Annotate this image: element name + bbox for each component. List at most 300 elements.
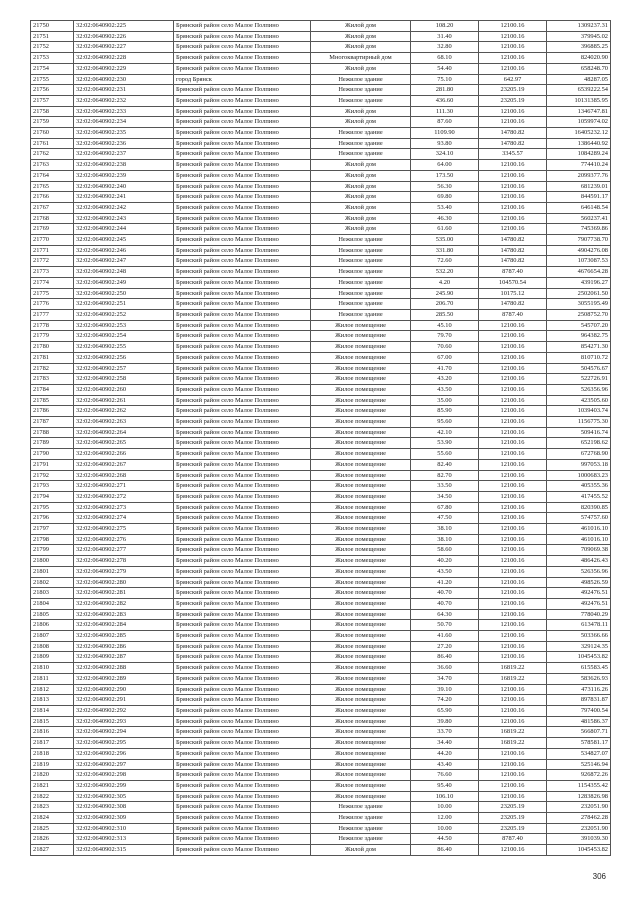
address-cell: Брянский район село Малое Полпино <box>174 277 311 288</box>
cadastral-number-cell: 32:02:0640902:274 <box>74 513 174 524</box>
cadastral-value-cell: 10131385.95 <box>547 95 611 106</box>
cadastral-number-cell: 32:02:0640902:286 <box>74 641 174 652</box>
address-cell: Брянский район село Малое Полпино <box>174 170 311 181</box>
cadastral-value-cell: 1045453.82 <box>547 845 611 856</box>
address-cell: Брянский район село Малое Полпино <box>174 320 311 331</box>
object-type-cell: Жилое помещение <box>311 684 411 695</box>
address-cell: Брянский район село Малое Полпино <box>174 224 311 235</box>
cadastral-number-cell: 32:02:0640902:299 <box>74 780 174 791</box>
address-cell: Брянский район село Малое Полпино <box>174 545 311 556</box>
row-number-cell: 21763 <box>31 160 74 171</box>
area-cell: 75.10 <box>411 74 479 85</box>
unit-value-cell: 12100.16 <box>479 224 547 235</box>
area-cell: 331.80 <box>411 245 479 256</box>
table-row <box>31 502 611 513</box>
object-type-cell: Жилое помещение <box>311 491 411 502</box>
object-type-cell: Жилое помещение <box>311 652 411 663</box>
row-number-cell: 21808 <box>31 641 74 652</box>
table-row <box>31 63 611 74</box>
unit-value-cell: 12100.16 <box>479 588 547 599</box>
cadastral-number-cell: 32:02:0640902:263 <box>74 417 174 428</box>
row-number-cell: 21788 <box>31 427 74 438</box>
unit-value-cell: 8787.40 <box>479 267 547 278</box>
table-row <box>31 331 611 342</box>
table-row <box>31 684 611 695</box>
object-type-cell: Жилой дом <box>311 224 411 235</box>
row-number-cell: 21820 <box>31 770 74 781</box>
table-row <box>31 395 611 406</box>
table-row <box>31 21 611 32</box>
address-cell: Брянский район село Малое Полпино <box>174 235 311 246</box>
row-number-cell: 21784 <box>31 384 74 395</box>
cadastral-value-cell: 329124.35 <box>547 641 611 652</box>
area-cell: 67.00 <box>411 352 479 363</box>
row-number-cell: 21795 <box>31 502 74 513</box>
cadastral-value-cell: 461016.10 <box>547 534 611 545</box>
cadastral-number-cell: 32:02:0640902:256 <box>74 352 174 363</box>
address-cell: Брянский район село Малое Полпино <box>174 577 311 588</box>
cadastral-value-cell: 672768.90 <box>547 449 611 460</box>
table-row <box>31 181 611 192</box>
unit-value-cell: 12100.16 <box>479 481 547 492</box>
object-type-cell: Жилое помещение <box>311 406 411 417</box>
area-cell: 68.10 <box>411 53 479 64</box>
cadastral-number-cell: 32:02:0640902:251 <box>74 299 174 310</box>
unit-value-cell: 104570.54 <box>479 277 547 288</box>
object-type-cell: Жилое помещение <box>311 534 411 545</box>
cadastral-number-cell: 32:02:0640902:247 <box>74 256 174 267</box>
area-cell: 532.20 <box>411 267 479 278</box>
row-number-cell: 21774 <box>31 277 74 288</box>
address-cell: Брянский район село Малое Полпино <box>174 834 311 845</box>
table-row <box>31 738 611 749</box>
cadastral-number-cell: 32:02:0640902:234 <box>74 117 174 128</box>
unit-value-cell: 12100.16 <box>479 491 547 502</box>
cadastral-number-cell: 32:02:0640902:290 <box>74 684 174 695</box>
unit-value-cell: 23205.19 <box>479 95 547 106</box>
unit-value-cell: 14780.82 <box>479 299 547 310</box>
area-cell: 46.30 <box>411 213 479 224</box>
address-cell: Брянский район село Малое Полпино <box>174 299 311 310</box>
table-row <box>31 652 611 663</box>
area-cell: 43.40 <box>411 759 479 770</box>
address-cell: Брянский район село Малое Полпино <box>174 716 311 727</box>
table-row <box>31 524 611 535</box>
object-type-cell: Жилой дом <box>311 202 411 213</box>
object-type-cell: Нежилое здание <box>311 128 411 139</box>
cadastral-value-cell: 526356.96 <box>547 384 611 395</box>
area-cell: 10.00 <box>411 823 479 834</box>
unit-value-cell: 12100.16 <box>479 695 547 706</box>
area-cell: 281.80 <box>411 85 479 96</box>
cadastral-value-cell: 4676654.28 <box>547 267 611 278</box>
row-number-cell: 21752 <box>31 42 74 53</box>
cadastral-value-cell: 3055195.49 <box>547 299 611 310</box>
row-number-cell: 21782 <box>31 363 74 374</box>
address-cell: Брянский район село Малое Полпино <box>174 459 311 470</box>
cadastral-number-cell: 32:02:0640902:291 <box>74 695 174 706</box>
address-cell: Брянский район село Малое Полпино <box>174 588 311 599</box>
unit-value-cell: 12100.16 <box>479 716 547 727</box>
cadastral-value-cell: 492476.51 <box>547 588 611 599</box>
object-type-cell: Жилое помещение <box>311 620 411 631</box>
cadastral-value-cell: 578581.17 <box>547 738 611 749</box>
cadastral-number-cell: 32:02:0640902:267 <box>74 459 174 470</box>
table-row <box>31 470 611 481</box>
object-type-cell: Нежилое здание <box>311 823 411 834</box>
object-type-cell: Жилой дом <box>311 170 411 181</box>
area-cell: 108.20 <box>411 21 479 32</box>
cadastral-number-cell: 32:02:0640902:228 <box>74 53 174 64</box>
unit-value-cell: 12100.16 <box>479 352 547 363</box>
table-row <box>31 427 611 438</box>
cadastral-number-cell: 32:02:0640902:254 <box>74 331 174 342</box>
unit-value-cell: 12100.16 <box>479 641 547 652</box>
unit-value-cell: 16819.22 <box>479 727 547 738</box>
address-cell: Брянский район село Малое Полпино <box>174 566 311 577</box>
cadastral-number-cell: 32:02:0640902:238 <box>74 160 174 171</box>
address-cell: Брянский район село Малое Полпино <box>174 481 311 492</box>
object-type-cell: Нежилое здание <box>311 802 411 813</box>
cadastral-value-cell: 709069.38 <box>547 545 611 556</box>
row-number-cell: 21814 <box>31 706 74 717</box>
unit-value-cell: 12100.16 <box>479 320 547 331</box>
table-row <box>31 770 611 781</box>
unit-value-cell: 642.97 <box>479 74 547 85</box>
object-type-cell: Жилое помещение <box>311 384 411 395</box>
table-row <box>31 149 611 160</box>
table-row <box>31 31 611 42</box>
object-type-cell: Жилой дом <box>311 106 411 117</box>
area-cell: 95.40 <box>411 780 479 791</box>
cadastral-value-cell: 1309237.31 <box>547 21 611 32</box>
row-number-cell: 21819 <box>31 759 74 770</box>
unit-value-cell: 12100.16 <box>479 42 547 53</box>
area-cell: 41.70 <box>411 363 479 374</box>
cadastral-number-cell: 32:02:0640902:284 <box>74 620 174 631</box>
cadastral-number-cell: 32:02:0640902:277 <box>74 545 174 556</box>
address-cell: Брянский район село Малое Полпино <box>174 438 311 449</box>
row-number-cell: 21810 <box>31 663 74 674</box>
address-cell: Брянский район село Малое Полпино <box>174 813 311 824</box>
cadastral-value-cell: 492476.51 <box>547 598 611 609</box>
registry-table <box>30 20 611 856</box>
address-cell: Брянский район село Малое Полпино <box>174 641 311 652</box>
address-cell: Брянский район село Малое Полпино <box>174 342 311 353</box>
table-row <box>31 459 611 470</box>
object-type-cell: Нежилое здание <box>311 74 411 85</box>
cadastral-number-cell: 32:02:0640902:280 <box>74 577 174 588</box>
cadastral-number-cell: 32:02:0640902:285 <box>74 631 174 642</box>
address-cell: Брянский район село Малое Полпино <box>174 470 311 481</box>
cadastral-value-cell: 566807.71 <box>547 727 611 738</box>
unit-value-cell: 12100.16 <box>479 53 547 64</box>
row-number-cell: 21811 <box>31 673 74 684</box>
object-type-cell: Жилой дом <box>311 181 411 192</box>
address-cell: Брянский район село Малое Полпино <box>174 556 311 567</box>
unit-value-cell: 12100.16 <box>479 374 547 385</box>
area-cell: 53.40 <box>411 202 479 213</box>
table-row <box>31 609 611 620</box>
cadastral-value-cell: 1059974.02 <box>547 117 611 128</box>
cadastral-value-cell: 534827.07 <box>547 748 611 759</box>
unit-value-cell: 8787.40 <box>479 309 547 320</box>
table-row <box>31 491 611 502</box>
table-row <box>31 277 611 288</box>
address-cell: Брянский район село Малое Полпино <box>174 524 311 535</box>
row-number-cell: 21755 <box>31 74 74 85</box>
cadastral-number-cell: 32:02:0640902:298 <box>74 770 174 781</box>
unit-value-cell: 14780.82 <box>479 128 547 139</box>
unit-value-cell: 12100.16 <box>479 363 547 374</box>
unit-value-cell: 12100.16 <box>479 106 547 117</box>
cadastral-value-cell: 844591.17 <box>547 192 611 203</box>
object-type-cell: Многоквартирный дом <box>311 53 411 64</box>
cadastral-number-cell: 32:02:0640902:296 <box>74 748 174 759</box>
area-cell: 34.50 <box>411 491 479 502</box>
area-cell: 245.90 <box>411 288 479 299</box>
address-cell: Брянский район село Малое Полпино <box>174 192 311 203</box>
area-cell: 40.20 <box>411 556 479 567</box>
table-row <box>31 245 611 256</box>
area-cell: 324.10 <box>411 149 479 160</box>
cadastral-number-cell: 32:02:0640902:305 <box>74 791 174 802</box>
row-number-cell: 21785 <box>31 395 74 406</box>
address-cell: Брянский район село Малое Полпино <box>174 802 311 813</box>
row-number-cell: 21805 <box>31 609 74 620</box>
area-cell: 173.50 <box>411 170 479 181</box>
row-number-cell: 21802 <box>31 577 74 588</box>
table-row <box>31 235 611 246</box>
cadastral-number-cell: 32:02:0640902:283 <box>74 609 174 620</box>
area-cell: 33.50 <box>411 481 479 492</box>
table-row <box>31 138 611 149</box>
row-number-cell: 21753 <box>31 53 74 64</box>
page-number: 306 <box>592 872 606 881</box>
table-row <box>31 384 611 395</box>
cadastral-value-cell: 964382.75 <box>547 331 611 342</box>
area-cell: 44.20 <box>411 748 479 759</box>
cadastral-number-cell: 32:02:0640902:295 <box>74 738 174 749</box>
unit-value-cell: 12100.16 <box>479 524 547 535</box>
cadastral-value-cell: 16405232.12 <box>547 128 611 139</box>
object-type-cell: Жилой дом <box>311 21 411 32</box>
table-row <box>31 192 611 203</box>
unit-value-cell: 12100.16 <box>479 556 547 567</box>
cadastral-number-cell: 32:02:0640902:275 <box>74 524 174 535</box>
object-type-cell: Жилое помещение <box>311 374 411 385</box>
address-cell: Брянский район село Малое Полпино <box>174 267 311 278</box>
area-cell: 535.00 <box>411 235 479 246</box>
address-cell: Брянский район село Малое Полпино <box>174 845 311 856</box>
cadastral-number-cell: 32:02:0640902:235 <box>74 128 174 139</box>
table-row <box>31 95 611 106</box>
cadastral-number-cell: 32:02:0640902:245 <box>74 235 174 246</box>
area-cell: 285.50 <box>411 309 479 320</box>
row-number-cell: 21789 <box>31 438 74 449</box>
cadastral-value-cell: 423505.60 <box>547 395 611 406</box>
table-row <box>31 449 611 460</box>
object-type-cell: Жилое помещение <box>311 566 411 577</box>
cadastral-number-cell: 32:02:0640902:226 <box>74 31 174 42</box>
object-type-cell: Нежилое здание <box>311 299 411 310</box>
address-cell: Брянский район село Малое Полпино <box>174 363 311 374</box>
cadastral-value-cell: 545707.20 <box>547 320 611 331</box>
object-type-cell: Жилое помещение <box>311 748 411 759</box>
unit-value-cell: 12100.16 <box>479 780 547 791</box>
unit-value-cell: 12100.16 <box>479 406 547 417</box>
row-number-cell: 21786 <box>31 406 74 417</box>
row-number-cell: 21806 <box>31 620 74 631</box>
object-type-cell: Жилое помещение <box>311 556 411 567</box>
address-cell: Брянский район село Малое Полпино <box>174 770 311 781</box>
row-number-cell: 21777 <box>31 309 74 320</box>
object-type-cell: Жилое помещение <box>311 427 411 438</box>
row-number-cell: 21781 <box>31 352 74 363</box>
cadastral-value-cell: 509416.74 <box>547 427 611 438</box>
unit-value-cell: 12100.16 <box>479 170 547 181</box>
unit-value-cell: 12100.16 <box>479 470 547 481</box>
row-number-cell: 21826 <box>31 834 74 845</box>
cadastral-value-cell: 6539222.54 <box>547 85 611 96</box>
row-number-cell: 21791 <box>31 459 74 470</box>
address-cell: город Брянск <box>174 74 311 85</box>
cadastral-value-cell: 526356.96 <box>547 566 611 577</box>
address-cell: Брянский район село Малое Полпино <box>174 31 311 42</box>
unit-value-cell: 12100.16 <box>479 845 547 856</box>
table-row <box>31 128 611 139</box>
table-row <box>31 802 611 813</box>
object-type-cell: Жилое помещение <box>311 502 411 513</box>
object-type-cell: Жилое помещение <box>311 395 411 406</box>
row-number-cell: 21770 <box>31 235 74 246</box>
table-row <box>31 834 611 845</box>
address-cell: Брянский район село Малое Полпино <box>174 384 311 395</box>
table-row <box>31 309 611 320</box>
unit-value-cell: 23205.19 <box>479 85 547 96</box>
unit-value-cell: 12100.16 <box>479 609 547 620</box>
unit-value-cell: 12100.16 <box>479 192 547 203</box>
unit-value-cell: 12100.16 <box>479 577 547 588</box>
address-cell: Брянский район село Малое Полпино <box>174 406 311 417</box>
row-number-cell: 21816 <box>31 727 74 738</box>
row-number-cell: 21797 <box>31 524 74 535</box>
cadastral-value-cell: 525146.94 <box>547 759 611 770</box>
area-cell: 31.40 <box>411 31 479 42</box>
address-cell: Брянский район село Малое Полпино <box>174 791 311 802</box>
unit-value-cell: 12100.16 <box>479 631 547 642</box>
unit-value-cell: 23205.19 <box>479 802 547 813</box>
area-cell: 93.80 <box>411 138 479 149</box>
table-row <box>31 641 611 652</box>
unit-value-cell: 12100.16 <box>479 427 547 438</box>
cadastral-number-cell: 32:02:0640902:253 <box>74 320 174 331</box>
unit-value-cell: 12100.16 <box>479 706 547 717</box>
table-row <box>31 673 611 684</box>
area-cell: 65.90 <box>411 706 479 717</box>
row-number-cell: 21769 <box>31 224 74 235</box>
row-number-cell: 21760 <box>31 128 74 139</box>
cadastral-number-cell: 32:02:0640902:279 <box>74 566 174 577</box>
unit-value-cell: 12100.16 <box>479 791 547 802</box>
cadastral-number-cell: 32:02:0640902:227 <box>74 42 174 53</box>
row-number-cell: 21822 <box>31 791 74 802</box>
area-cell: 50.70 <box>411 620 479 631</box>
object-type-cell: Жилой дом <box>311 117 411 128</box>
row-number-cell: 21759 <box>31 117 74 128</box>
address-cell: Брянский район село Малое Полпино <box>174 245 311 256</box>
cadastral-number-cell: 32:02:0640902:313 <box>74 834 174 845</box>
cadastral-number-cell: 32:02:0640902:273 <box>74 502 174 513</box>
table-row <box>31 791 611 802</box>
address-cell: Брянский район село Малое Полпино <box>174 738 311 749</box>
table-row <box>31 363 611 374</box>
cadastral-number-cell: 32:02:0640902:261 <box>74 395 174 406</box>
object-type-cell: Жилое помещение <box>311 716 411 727</box>
table-row <box>31 342 611 353</box>
cadastral-value-cell: 7907738.70 <box>547 235 611 246</box>
address-cell: Брянский район село Малое Полпино <box>174 106 311 117</box>
area-cell: 32.80 <box>411 42 479 53</box>
cadastral-number-cell: 32:02:0640902:258 <box>74 374 174 385</box>
area-cell: 64.30 <box>411 609 479 620</box>
address-cell: Брянский район село Малое Полпино <box>174 727 311 738</box>
table-row <box>31 823 611 834</box>
unit-value-cell: 16819.22 <box>479 663 547 674</box>
address-cell: Брянский район село Малое Полпино <box>174 598 311 609</box>
cadastral-number-cell: 32:02:0640902:231 <box>74 85 174 96</box>
cadastral-value-cell: 1156775.30 <box>547 417 611 428</box>
address-cell: Брянский район село Малое Полпино <box>174 85 311 96</box>
table-row <box>31 374 611 385</box>
cadastral-number-cell: 32:02:0640902:281 <box>74 588 174 599</box>
area-cell: 95.60 <box>411 417 479 428</box>
unit-value-cell: 14780.82 <box>479 256 547 267</box>
table-row <box>31 845 611 856</box>
cadastral-number-cell: 32:02:0640902:297 <box>74 759 174 770</box>
object-type-cell: Жилое помещение <box>311 417 411 428</box>
address-cell: Брянский район село Малое Полпино <box>174 663 311 674</box>
area-cell: 41.60 <box>411 631 479 642</box>
object-type-cell: Жилое помещение <box>311 352 411 363</box>
object-type-cell: Жилой дом <box>311 192 411 203</box>
area-cell: 67.80 <box>411 502 479 513</box>
area-cell: 58.60 <box>411 545 479 556</box>
cadastral-value-cell: 926872.26 <box>547 770 611 781</box>
cadastral-value-cell: 854271.30 <box>547 342 611 353</box>
row-number-cell: 21818 <box>31 748 74 759</box>
cadastral-number-cell: 32:02:0640902:271 <box>74 481 174 492</box>
cadastral-value-cell: 486426.43 <box>547 556 611 567</box>
address-cell: Брянский район село Малое Полпино <box>174 823 311 834</box>
area-cell: 10.00 <box>411 802 479 813</box>
cadastral-value-cell: 681239.01 <box>547 181 611 192</box>
address-cell: Брянский район село Малое Полпино <box>174 256 311 267</box>
cadastral-number-cell: 32:02:0640902:240 <box>74 181 174 192</box>
row-number-cell: 21825 <box>31 823 74 834</box>
address-cell: Брянский район село Малое Полпино <box>174 352 311 363</box>
object-type-cell: Жилое помещение <box>311 470 411 481</box>
object-type-cell: Жилое помещение <box>311 577 411 588</box>
table-row <box>31 748 611 759</box>
object-type-cell: Жилое помещение <box>311 631 411 642</box>
row-number-cell: 21779 <box>31 331 74 342</box>
address-cell: Брянский район село Малое Полпино <box>174 417 311 428</box>
unit-value-cell: 14780.82 <box>479 245 547 256</box>
object-type-cell: Нежилое здание <box>311 277 411 288</box>
area-cell: 39.80 <box>411 716 479 727</box>
object-type-cell: Нежилое здание <box>311 245 411 256</box>
